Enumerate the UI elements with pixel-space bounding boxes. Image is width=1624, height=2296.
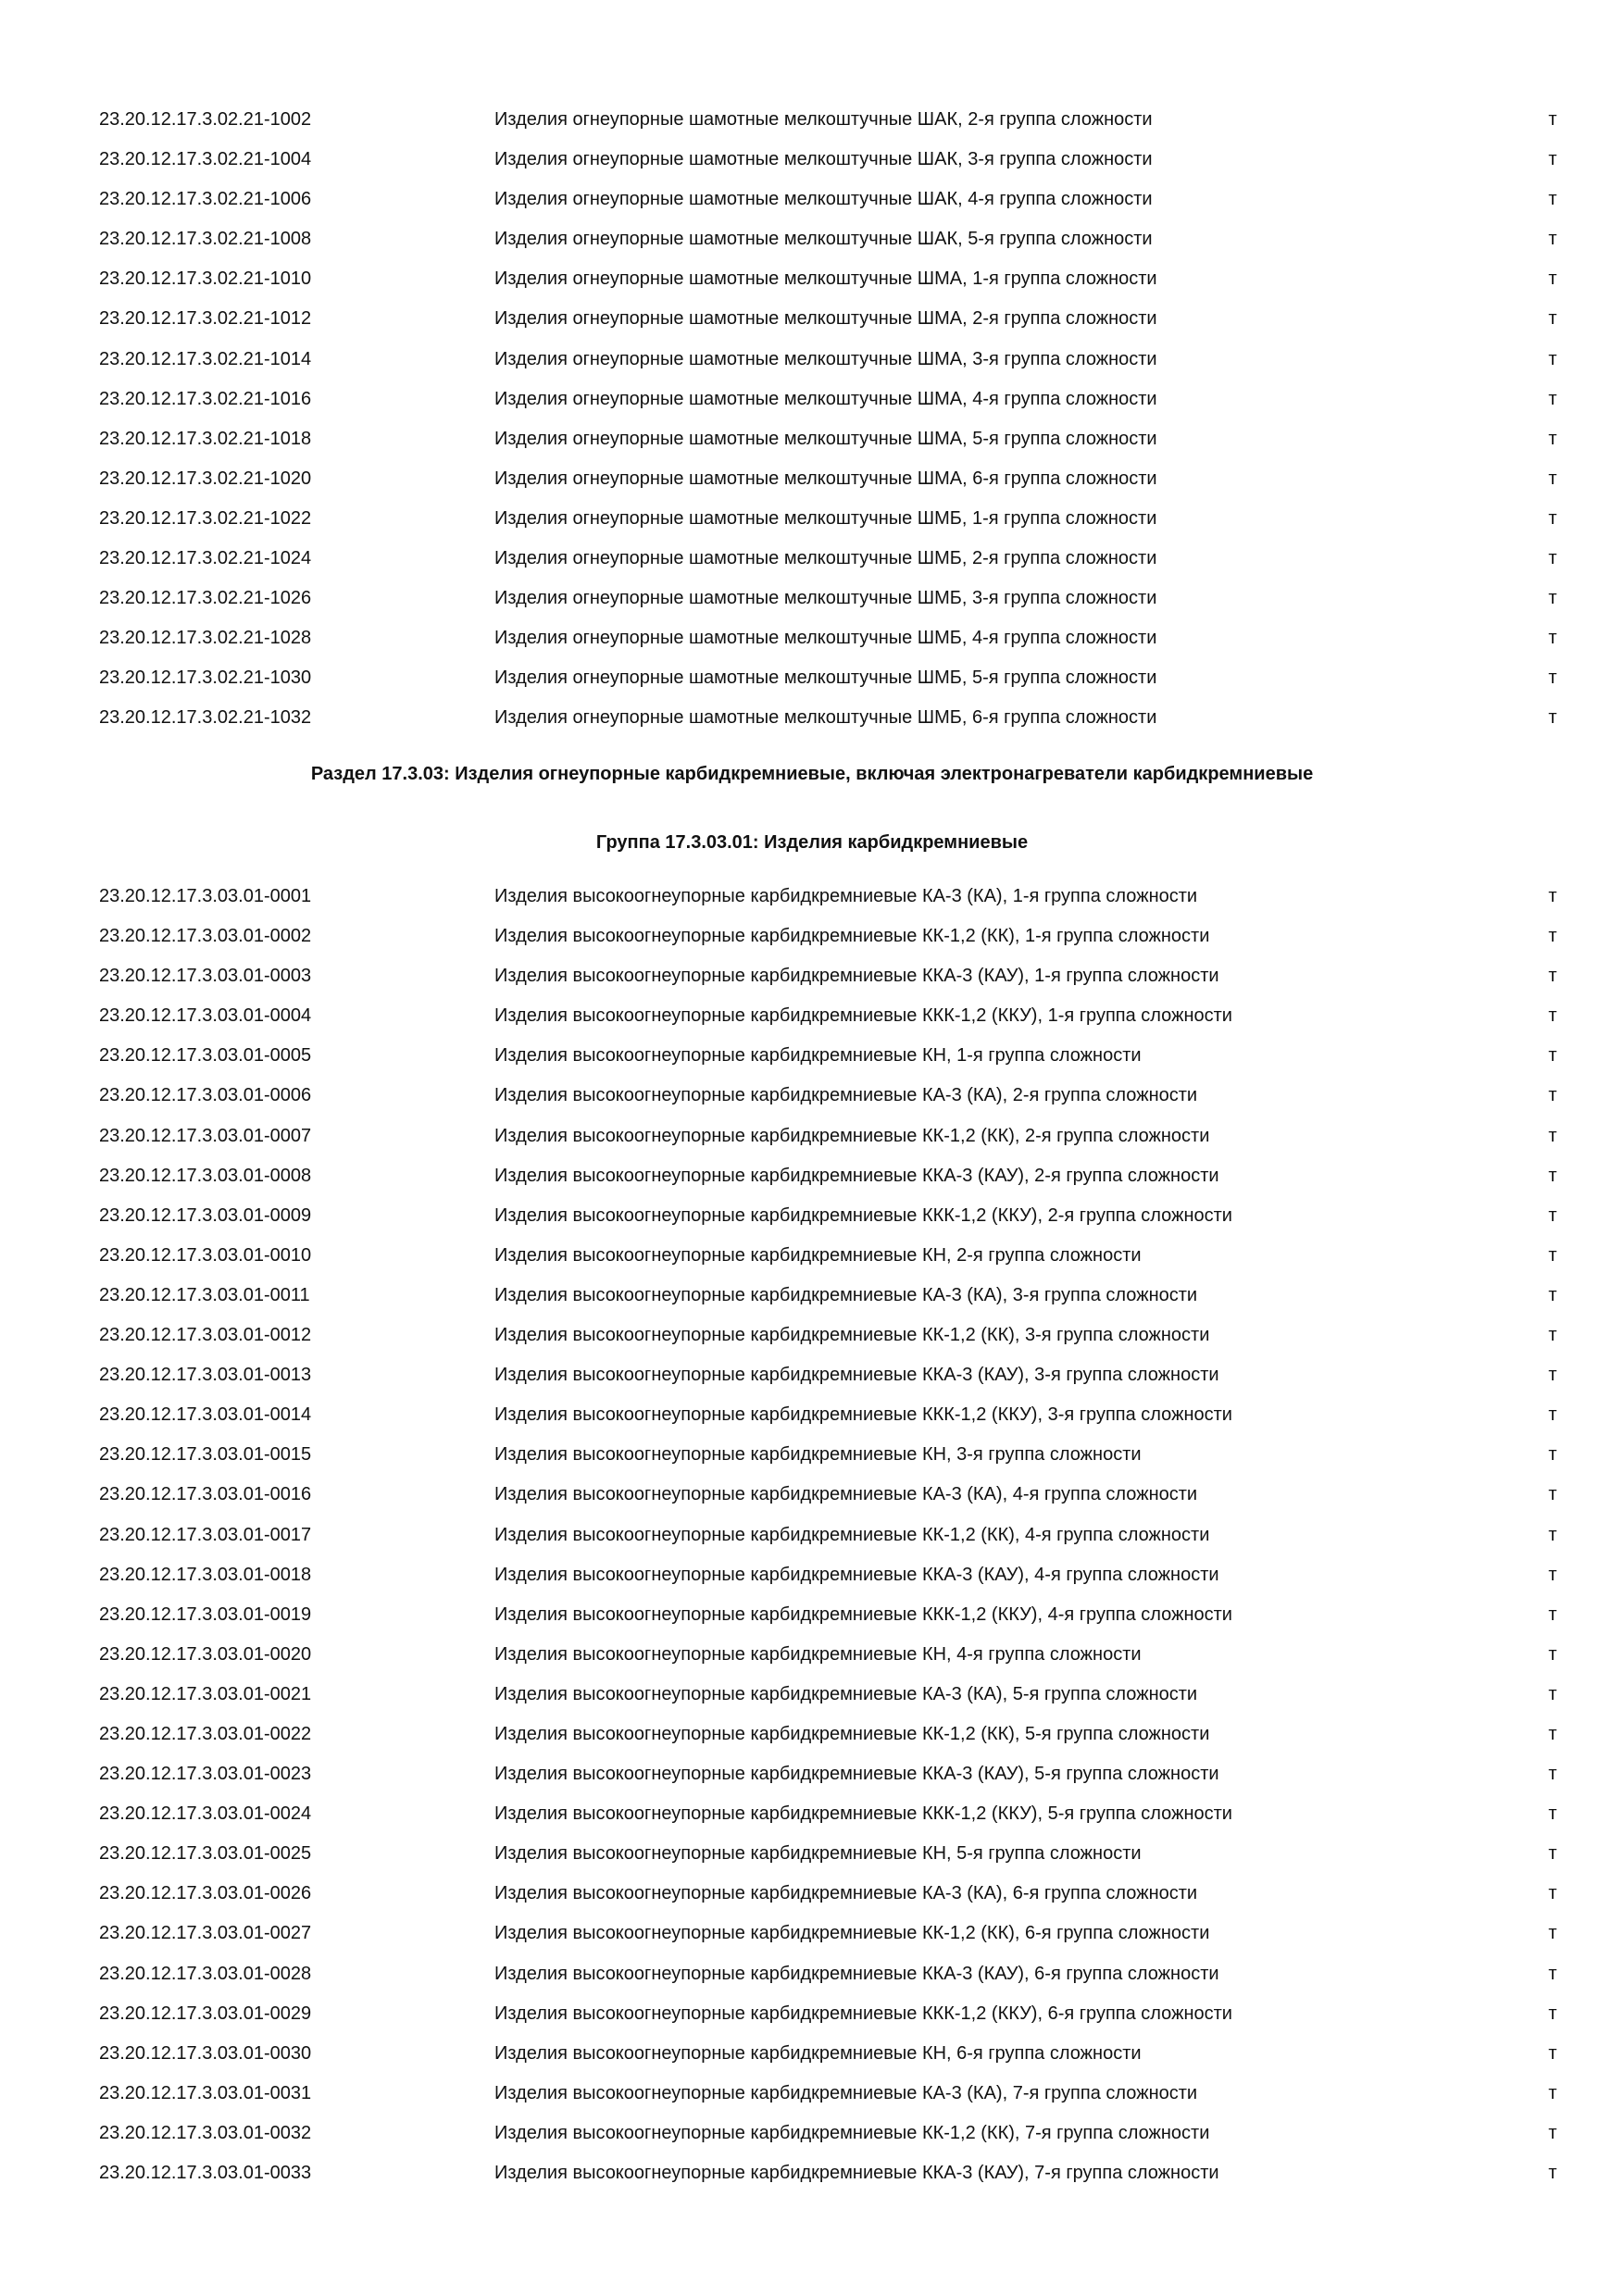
resource-code: 23.20.12.17.3.02.21-1002 bbox=[99, 109, 312, 130]
table-row bbox=[0, 1117, 1624, 1156]
resource-code: 23.20.12.17.3.03.01-0032 bbox=[99, 2122, 312, 2143]
resource-name: Изделия высокоогнеупорные карбидкремниевые ККК-1,2 (ККУ), 3-я группа сложности bbox=[494, 1404, 1232, 1426]
resource-name: Изделия огнеупорные шамотные мелкоштучные ШМБ, 4-я группа сложности bbox=[494, 628, 1157, 649]
resource-code: 23.20.12.17.3.03.01-0031 bbox=[99, 2082, 312, 2103]
resource-unit: т bbox=[1548, 1843, 1557, 1865]
resource-name: Изделия огнеупорные шамотные мелкоштучные ШМА, 4-я группа сложности bbox=[494, 388, 1157, 409]
table-block-carbide bbox=[0, 877, 1624, 2193]
resource-code: 23.20.12.17.3.03.01-0019 bbox=[99, 1603, 312, 1625]
table-row bbox=[0, 219, 1624, 259]
resource-unit: т bbox=[1548, 2122, 1557, 2143]
resource-code: 23.20.12.17.3.02.21-1016 bbox=[99, 388, 312, 409]
table-row bbox=[0, 1834, 1624, 1874]
resource-unit: т bbox=[1548, 1045, 1557, 1067]
resource-code: 23.20.12.17.3.03.01-0003 bbox=[99, 966, 312, 987]
resource-code: 23.20.12.17.3.03.01-0021 bbox=[99, 1683, 312, 1704]
resource-name: Изделия огнеупорные шамотные мелкоштучные ШАК, 2-я группа сложности bbox=[494, 109, 1153, 130]
resource-code: 23.20.12.17.3.02.21-1012 bbox=[99, 308, 312, 330]
resource-name: Изделия высокоогнеупорные карбидкремниевые ККА-3 (КАУ), 3-я группа сложности bbox=[494, 1365, 1219, 1386]
resource-code: 23.20.12.17.3.03.01-0013 bbox=[99, 1365, 312, 1386]
table-row bbox=[0, 259, 1624, 299]
table-row bbox=[0, 100, 1624, 140]
resource-unit: т bbox=[1548, 1204, 1557, 1226]
resource-unit: т bbox=[1548, 1963, 1557, 1984]
resource-unit: т bbox=[1548, 388, 1557, 409]
table-row bbox=[0, 1954, 1624, 1994]
resource-unit: т bbox=[1548, 1524, 1557, 1545]
table-row bbox=[0, 1914, 1624, 1953]
resource-code: 23.20.12.17.3.03.01-0014 bbox=[99, 1404, 312, 1426]
resource-unit: т bbox=[1548, 1723, 1557, 1744]
resource-unit: т bbox=[1548, 109, 1557, 130]
resource-code: 23.20.12.17.3.02.21-1014 bbox=[99, 348, 312, 369]
resource-unit: т bbox=[1548, 428, 1557, 449]
group-heading: Группа 17.3.03.01: Изделия карбидкремниевые bbox=[595, 832, 1029, 853]
resource-name: Изделия высокоогнеупорные карбидкремниевые ККК-1,2 (ККУ), 1-я группа сложности bbox=[494, 1005, 1232, 1027]
resource-code: 23.20.12.17.3.03.01-0026 bbox=[99, 1883, 312, 1904]
table-row bbox=[0, 1236, 1624, 1276]
resource-unit: т bbox=[1548, 926, 1557, 947]
table-row bbox=[0, 1794, 1624, 1834]
table-row bbox=[0, 180, 1624, 219]
resource-name: Изделия огнеупорные шамотные мелкоштучные ШАК, 5-я группа сложности bbox=[494, 229, 1153, 250]
resource-unit: т bbox=[1548, 886, 1557, 906]
resource-name: Изделия огнеупорные шамотные мелкоштучные ШМА, 6-я группа сложности bbox=[494, 468, 1157, 489]
resource-unit: т bbox=[1548, 229, 1557, 250]
resource-unit: т bbox=[1548, 1005, 1557, 1027]
resource-code: 23.20.12.17.3.03.01-0025 bbox=[99, 1843, 312, 1865]
resource-name: Изделия высокоогнеупорные карбидкремниевые КА-3 (КА), 4-я группа сложности bbox=[494, 1484, 1198, 1505]
resource-name: Изделия высокоогнеупорные карбидкремниевые КК-1,2 (КК), 3-я группа сложности bbox=[494, 1325, 1210, 1346]
table-row bbox=[0, 1754, 1624, 1794]
table-row bbox=[0, 380, 1624, 419]
resource-code: 23.20.12.17.3.02.21-1008 bbox=[99, 229, 312, 250]
table-row bbox=[0, 1395, 1624, 1435]
resource-code: 23.20.12.17.3.03.01-0007 bbox=[99, 1125, 312, 1146]
table-row bbox=[0, 1555, 1624, 1595]
resource-unit: т bbox=[1548, 966, 1557, 987]
resource-unit: т bbox=[1548, 468, 1557, 489]
resource-code: 23.20.12.17.3.03.01-0004 bbox=[99, 1005, 312, 1027]
resource-name: Изделия высокоогнеупорные карбидкремниевые КН, 2-я группа сложности bbox=[494, 1244, 1142, 1266]
resource-name: Изделия высокоогнеупорные карбидкремниевые КК-1,2 (КК), 6-я группа сложности bbox=[494, 1923, 1210, 1944]
resource-name: Изделия высокоогнеупорные карбидкремниевые ККК-1,2 (ККУ), 6-я группа сложности bbox=[494, 2003, 1232, 2024]
resource-unit: т bbox=[1548, 1444, 1557, 1466]
resource-code: 23.20.12.17.3.02.21-1032 bbox=[99, 707, 312, 729]
resource-code: 23.20.12.17.3.03.01-0022 bbox=[99, 1723, 312, 1744]
resource-name: Изделия огнеупорные шамотные мелкоштучные ШМБ, 2-я группа сложности bbox=[494, 548, 1157, 569]
resource-name: Изделия высокоогнеупорные карбидкремниевые ККК-1,2 (ККУ), 4-я группа сложности bbox=[494, 1603, 1232, 1625]
resource-unit: т bbox=[1548, 348, 1557, 369]
resource-name: Изделия высокоогнеупорные карбидкремниевые ККА-3 (КАУ), 4-я группа сложности bbox=[494, 1564, 1219, 1585]
resource-name: Изделия огнеупорные шамотные мелкоштучные ШАК, 4-я группа сложности bbox=[494, 189, 1153, 210]
resource-code: 23.20.12.17.3.02.21-1004 bbox=[99, 149, 312, 170]
table-row bbox=[0, 1994, 1624, 2034]
resource-unit: т bbox=[1548, 2163, 1557, 2183]
resource-code: 23.20.12.17.3.03.01-0011 bbox=[99, 1284, 310, 1305]
resource-unit: т bbox=[1548, 1085, 1557, 1106]
table-row bbox=[0, 1196, 1624, 1236]
table-row bbox=[0, 579, 1624, 618]
resource-unit: т bbox=[1548, 1284, 1557, 1305]
table-row bbox=[0, 1874, 1624, 1914]
resource-unit: т bbox=[1548, 1125, 1557, 1146]
table-row bbox=[0, 419, 1624, 459]
resource-name: Изделия огнеупорные шамотные мелкоштучные ШАК, 3-я группа сложности bbox=[494, 149, 1153, 170]
resource-code: 23.20.12.17.3.03.01-0015 bbox=[99, 1444, 312, 1466]
resource-unit: т bbox=[1548, 1883, 1557, 1904]
table-row bbox=[0, 299, 1624, 339]
resource-unit: т bbox=[1548, 149, 1557, 170]
resource-name: Изделия высокоогнеупорные карбидкремниевые ККК-1,2 (ККУ), 2-я группа сложности bbox=[494, 1204, 1232, 1226]
resource-name: Изделия огнеупорные шамотные мелкоштучные ШМА, 1-я группа сложности bbox=[494, 268, 1157, 290]
resource-code: 23.20.12.17.3.03.01-0028 bbox=[99, 1963, 312, 1984]
resource-unit: т bbox=[1548, 1404, 1557, 1426]
resource-unit: т bbox=[1548, 507, 1557, 529]
resource-name: Изделия высокоогнеупорные карбидкремниевые КК-1,2 (КК), 7-я группа сложности bbox=[494, 2122, 1210, 2143]
table-row bbox=[0, 877, 1624, 917]
resource-code: 23.20.12.17.3.02.21-1018 bbox=[99, 428, 312, 449]
resource-unit: т bbox=[1548, 308, 1557, 330]
resource-name: Изделия высокоогнеупорные карбидкремниевые КА-3 (КА), 6-я группа сложности bbox=[494, 1883, 1198, 1904]
resource-name: Изделия высокоогнеупорные карбидкремниевые КК-1,2 (КК), 1-я группа сложности bbox=[494, 926, 1210, 947]
resource-code: 23.20.12.17.3.03.01-0018 bbox=[99, 1564, 312, 1585]
resource-code: 23.20.12.17.3.02.21-1028 bbox=[99, 628, 312, 649]
table-row bbox=[0, 956, 1624, 996]
resource-code: 23.20.12.17.3.03.01-0001 bbox=[99, 886, 312, 906]
resource-name: Изделия высокоогнеупорные карбидкремниевые КК-1,2 (КК), 5-я группа сложности bbox=[494, 1723, 1210, 1744]
resource-code: 23.20.12.17.3.02.21-1010 bbox=[99, 268, 312, 290]
table-row bbox=[0, 698, 1624, 738]
table-row bbox=[0, 1076, 1624, 1116]
resource-unit: т bbox=[1548, 2003, 1557, 2024]
table-row bbox=[0, 1516, 1624, 1555]
resource-code: 23.20.12.17.3.02.21-1026 bbox=[99, 588, 312, 609]
resource-code: 23.20.12.17.3.03.01-0008 bbox=[99, 1165, 312, 1186]
table-row bbox=[0, 340, 1624, 380]
resource-name: Изделия высокоогнеупорные карбидкремниевые КК-1,2 (КК), 2-я группа сложности bbox=[494, 1125, 1210, 1146]
resource-unit: т bbox=[1548, 268, 1557, 290]
resource-unit: т bbox=[1548, 2042, 1557, 2064]
resource-code: 23.20.12.17.3.03.01-0009 bbox=[99, 1204, 312, 1226]
resource-code: 23.20.12.17.3.02.21-1030 bbox=[99, 668, 312, 689]
resource-name: Изделия огнеупорные шамотные мелкоштучные ШМА, 3-я группа сложности bbox=[494, 348, 1157, 369]
resource-name: Изделия высокоогнеупорные карбидкремниевые КН, 5-я группа сложности bbox=[494, 1843, 1142, 1865]
table-row bbox=[0, 658, 1624, 698]
resource-unit: т bbox=[1548, 1923, 1557, 1944]
resource-unit: т bbox=[1548, 2082, 1557, 2103]
resource-code: 23.20.12.17.3.03.01-0016 bbox=[99, 1484, 312, 1505]
resource-unit: т bbox=[1548, 1365, 1557, 1386]
resource-name: Изделия огнеупорные шамотные мелкоштучные ШМБ, 1-я группа сложности bbox=[494, 507, 1157, 529]
resource-name: Изделия огнеупорные шамотные мелкоштучные ШМБ, 5-я группа сложности bbox=[494, 668, 1157, 689]
resource-unit: т bbox=[1548, 1244, 1557, 1266]
resource-name: Изделия высокоогнеупорные карбидкремниевые ККК-1,2 (ККУ), 5-я группа сложности bbox=[494, 1803, 1232, 1825]
resource-name: Изделия высокоогнеупорные карбидкремниевые КА-3 (КА), 1-я группа сложности bbox=[494, 886, 1198, 906]
table-row bbox=[0, 1475, 1624, 1515]
resource-unit: т bbox=[1548, 1564, 1557, 1585]
resource-name: Изделия высокоогнеупорные карбидкремниевые КА-3 (КА), 3-я группа сложности bbox=[494, 1284, 1198, 1305]
resource-name: Изделия огнеупорные шамотные мелкоштучные ШМБ, 3-я группа сложности bbox=[494, 588, 1157, 609]
resource-name: Изделия высокоогнеупорные карбидкремниевые КА-3 (КА), 7-я группа сложности bbox=[494, 2082, 1198, 2103]
resource-unit: т bbox=[1548, 1165, 1557, 1186]
table-row bbox=[0, 2074, 1624, 2114]
resource-unit: т bbox=[1548, 628, 1557, 649]
resource-unit: т bbox=[1548, 1643, 1557, 1665]
table-row bbox=[0, 499, 1624, 539]
resource-unit: т bbox=[1548, 588, 1557, 609]
resource-code: 23.20.12.17.3.03.01-0029 bbox=[99, 2003, 312, 2024]
table-row bbox=[0, 1156, 1624, 1196]
resource-name: Изделия высокоогнеупорные карбидкремниевые ККА-3 (КАУ), 5-я группа сложности bbox=[494, 1764, 1219, 1785]
table-row bbox=[0, 996, 1624, 1036]
table-row bbox=[0, 1355, 1624, 1395]
resource-code: 23.20.12.17.3.03.01-0020 bbox=[99, 1643, 312, 1665]
resource-code: 23.20.12.17.3.02.21-1006 bbox=[99, 189, 312, 210]
resource-code: 23.20.12.17.3.03.01-0027 bbox=[99, 1923, 312, 1944]
resource-name: Изделия высокоогнеупорные карбидкремниевые КН, 6-я группа сложности bbox=[494, 2042, 1142, 2064]
resource-name: Изделия высокоогнеупорные карбидкремниевые ККА-3 (КАУ), 6-я группа сложности bbox=[494, 1963, 1219, 1984]
table-row bbox=[0, 140, 1624, 180]
resource-code: 23.20.12.17.3.03.01-0033 bbox=[99, 2163, 312, 2183]
resource-name: Изделия высокоогнеупорные карбидкремниевые ККА-3 (КАУ), 1-я группа сложности bbox=[494, 966, 1219, 987]
resource-name: Изделия огнеупорные шамотные мелкоштучные ШМА, 5-я группа сложности bbox=[494, 428, 1157, 449]
resource-unit: т bbox=[1548, 1683, 1557, 1704]
resource-code: 23.20.12.17.3.02.21-1024 bbox=[99, 548, 312, 569]
table-row bbox=[0, 917, 1624, 956]
table-row bbox=[0, 539, 1624, 579]
table-row bbox=[0, 2034, 1624, 2074]
resource-code: 23.20.12.17.3.03.01-0023 bbox=[99, 1764, 312, 1785]
resource-code: 23.20.12.17.3.03.01-0002 bbox=[99, 926, 312, 947]
resource-code: 23.20.12.17.3.03.01-0010 bbox=[99, 1244, 312, 1266]
resource-code: 23.20.12.17.3.03.01-0030 bbox=[99, 2042, 312, 2064]
table-row bbox=[0, 1435, 1624, 1475]
resource-name: Изделия высокоогнеупорные карбидкремниевые КА-3 (КА), 2-я группа сложности bbox=[494, 1085, 1198, 1106]
table-row bbox=[0, 1635, 1624, 1675]
resource-name: Изделия высокоогнеупорные карбидкремниевые ККА-3 (КАУ), 2-я группа сложности bbox=[494, 1165, 1219, 1186]
resource-name: Изделия огнеупорные шамотные мелкоштучные ШМА, 2-я группа сложности bbox=[494, 308, 1157, 330]
resource-code: 23.20.12.17.3.03.01-0005 bbox=[99, 1045, 312, 1067]
table-row bbox=[0, 1715, 1624, 1754]
table-row bbox=[0, 2153, 1624, 2193]
resource-code: 23.20.12.17.3.03.01-0012 bbox=[99, 1325, 312, 1346]
resource-code: 23.20.12.17.3.03.01-0006 bbox=[99, 1085, 312, 1106]
resource-unit: т bbox=[1548, 668, 1557, 689]
resource-unit: т bbox=[1548, 1764, 1557, 1785]
resource-name: Изделия высокоогнеупорные карбидкремниевые КН, 4-я группа сложности bbox=[494, 1643, 1142, 1665]
resource-name: Изделия высокоогнеупорные карбидкремниевые КН, 3-я группа сложности bbox=[494, 1444, 1142, 1466]
resource-name: Изделия высокоогнеупорные карбидкремниевые КА-3 (КА), 5-я группа сложности bbox=[494, 1683, 1198, 1704]
resource-unit: т bbox=[1548, 189, 1557, 210]
resource-code: 23.20.12.17.3.02.21-1022 bbox=[99, 507, 312, 529]
table-row bbox=[0, 1276, 1624, 1316]
resource-unit: т bbox=[1548, 1603, 1557, 1625]
table-row bbox=[0, 2114, 1624, 2153]
resource-name: Изделия высокоогнеупорные карбидкремниевые КН, 1-я группа сложности bbox=[494, 1045, 1142, 1067]
resource-name: Изделия огнеупорные шамотные мелкоштучные ШМБ, 6-я группа сложности bbox=[494, 707, 1157, 729]
resource-code: 23.20.12.17.3.03.01-0017 bbox=[99, 1524, 312, 1545]
resource-unit: т bbox=[1548, 707, 1557, 729]
table-row bbox=[0, 1036, 1624, 1076]
resource-unit: т bbox=[1548, 1803, 1557, 1825]
table-row bbox=[0, 1675, 1624, 1715]
table-block-shamot bbox=[0, 100, 1624, 739]
table-row bbox=[0, 1595, 1624, 1635]
resource-name: Изделия высокоогнеупорные карбидкремниевые КК-1,2 (КК), 4-я группа сложности bbox=[494, 1524, 1210, 1545]
resource-unit: т bbox=[1548, 1325, 1557, 1346]
resource-code: 23.20.12.17.3.02.21-1020 bbox=[99, 468, 312, 489]
table-row bbox=[0, 1316, 1624, 1355]
resource-name: Изделия высокоогнеупорные карбидкремниевые ККА-3 (КАУ), 7-я группа сложности bbox=[494, 2163, 1219, 2183]
table-row bbox=[0, 459, 1624, 499]
section-heading: Раздел 17.3.03: Изделия огнеупорные карбидкремниевые, включая электронагреватели карбидкремниевые bbox=[310, 764, 1314, 784]
resource-code: 23.20.12.17.3.03.01-0024 bbox=[99, 1803, 312, 1825]
table-row bbox=[0, 618, 1624, 658]
resource-unit: т bbox=[1548, 548, 1557, 569]
resource-unit: т bbox=[1548, 1484, 1557, 1505]
